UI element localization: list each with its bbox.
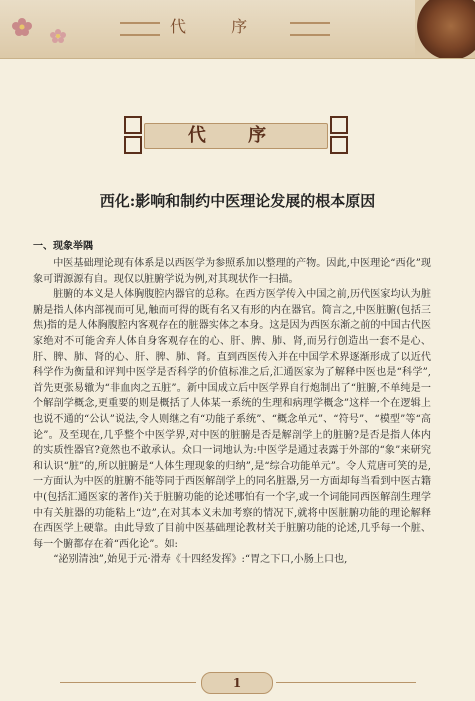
corner-bracket — [124, 116, 142, 134]
paragraph: 脏腑的本义是人体胸腹腔内器官的总称。在西方医学传入中国之前,历代医家均认为脏腑是指人体内部视而可见,触而可得的既有名又有形的内在器官。简言之,中医脏腑(包括三焦)指的是人体胸腹腔内客观存在的脏器实体之本身。这是因为西医东渐之前的中国古代医家绝对不可能舍弃人体自身客观存在的心、肝、脾、肺、肾,而另行创造出一套不是心、肝、脾、肺、肾的心、肝、脾、肺、肾。直到西医传入并在中国学术界逐渐形成了以近代科学作为衡量和评判中医学是否科学的价值标准之后,汇通医家为了解释中医也是“科学”,首先更张易辙为“非血肉之五脏”。新中国成立后中医学界自行炮制出了“脏腑,不单纯是一个解剖学概念,更重要的则是概括了人体某一系统的生理和病理学概念”这样一个在逻辑上也说不通的“公认”说法,令人则继之有“功能子系统”、“概念单元”、“符号”、“模型”等“高论”。及至现在,几乎整个中医学界,对中医的脏腑是否是解剖学上的脏腑?是否是指人体内的实质性器官?竟然也不敢承认。众口一词地认为:中医学是通过表露于外部的“象”来研究和认识“脏”的,所以脏腑是“人体生理现象的归纳”,是“综合功能单元”。令人荒唐可笑的是,一方面认为中医的脏腑不能等同于西医解剖学上的同名脏器,另一方面却每当看到中医古籍中(包括汇通医家的著作)关于脏腑功能的论述哪怕有一个字,或一个词能同西医解剖生理学中有关脏器的功能粘上“边”,在对其本义未加考察的情况下,就将中医脏腑功能的理论解释在西医学上硬靠。由此导致了目前中医基础理论教材关于脏腑功能的论述,几乎每一个脏、每一个腑都存在着“西化论”。如: — [33, 289, 431, 550]
header-ornament-left — [120, 22, 160, 36]
header-ornament-right — [290, 22, 330, 36]
page-number: 1 — [201, 672, 273, 694]
corner-bracket — [330, 136, 348, 154]
corner-bracket — [124, 136, 142, 154]
paragraph: 中医基础理论现有体系是以西医学为参照系加以整理的产物。因此,中医理论“西化”现象可谓源源有自。现仅以脏腑学说为例,对其现状作一扫描。 — [33, 258, 431, 285]
corner-bracket — [330, 116, 348, 134]
page-header-banner — [0, 0, 475, 59]
footer-rule-right — [276, 682, 416, 683]
header-seal-image — [415, 0, 475, 58]
article-body — [33, 256, 431, 568]
chapter-title-box — [124, 116, 348, 154]
footer-rule-left — [60, 682, 196, 683]
chapter-title: 代 序 — [144, 123, 328, 149]
header-title: 代 序 — [170, 17, 268, 36]
article-title: 西化:影响和制约中医理论发展的根本原因 — [99, 192, 376, 210]
section-heading: 一、现象举隅 — [33, 241, 93, 252]
paragraph: “泌别清浊”,始见于元·滑寿《十四经发挥》:“胃之下口,小肠上口也, — [53, 554, 348, 566]
flower-decoration-icon — [10, 10, 80, 50]
